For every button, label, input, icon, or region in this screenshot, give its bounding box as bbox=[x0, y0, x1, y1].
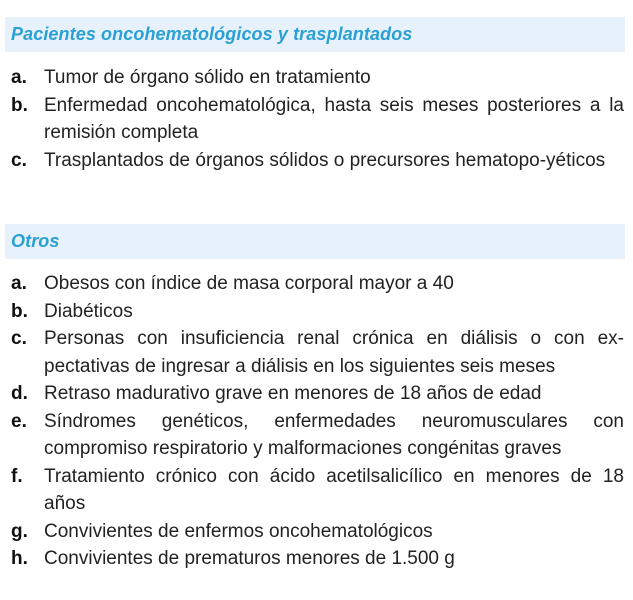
list-marker: f. bbox=[11, 465, 23, 487]
list-marker: h. bbox=[11, 548, 28, 569]
list-item bbox=[0, 380, 633, 408]
list-item bbox=[0, 408, 633, 463]
list-item-text: Trasplantados de órganos sólidos o precursores hematopo-yéticos bbox=[44, 149, 606, 171]
list-item bbox=[0, 298, 633, 326]
list-item bbox=[0, 64, 633, 92]
list-marker: b. bbox=[11, 94, 28, 116]
list-oncohematologic bbox=[0, 64, 633, 174]
list-item-text: Personas con insuficiencia renal crónica en diálisis o con ex-pectativas de ingresar a diálisis en los siguientes seis meses bbox=[44, 328, 624, 377]
list-item bbox=[0, 147, 633, 175]
section-title: Otros bbox=[11, 231, 60, 251]
list-others bbox=[0, 270, 633, 573]
list-item-text: Síndromes genéticos, enfermedades neuromusculares con compromiso respiratorio y malformaciones congénitas graves bbox=[44, 410, 624, 459]
list-marker: c. bbox=[11, 149, 27, 171]
list-marker: b. bbox=[11, 300, 28, 322]
list-item-text: Convivientes de prematuros menores de 1.500 g bbox=[44, 548, 455, 569]
list-marker: d. bbox=[11, 383, 28, 404]
list-marker: c. bbox=[11, 328, 27, 349]
list-item-text: Obesos con índice de masa corporal mayor a 40 bbox=[44, 273, 454, 294]
section-header-oncohematologic bbox=[5, 17, 625, 52]
list-item-text: Retraso madurativo grave en menores de 18 años de edad bbox=[44, 383, 542, 404]
list-marker: a. bbox=[11, 67, 27, 88]
list-item-text: Tumor de órgano sólido en tratamiento bbox=[44, 67, 371, 88]
list-item bbox=[0, 463, 633, 518]
list-item bbox=[0, 325, 633, 380]
list-marker: g. bbox=[11, 520, 28, 542]
list-item-text: Enfermedad oncohematológica, hasta seis meses posteriores a la remisión completa bbox=[44, 94, 624, 143]
section-header-others bbox=[5, 224, 625, 259]
list-item-text: Tratamiento crónico con ácido acetilsalicílico en menores de 18 años bbox=[44, 465, 624, 514]
list-marker: a. bbox=[11, 273, 27, 294]
list-item bbox=[0, 518, 633, 546]
list-item bbox=[0, 92, 633, 147]
list-item bbox=[0, 270, 633, 298]
list-item bbox=[0, 545, 633, 573]
list-marker: e. bbox=[11, 410, 27, 432]
list-item-text: Convivientes de enfermos oncohematológicos bbox=[44, 520, 433, 542]
section-title: Pacientes oncohematológicos y trasplantados bbox=[11, 24, 413, 44]
list-item-text: Diabéticos bbox=[44, 300, 133, 322]
